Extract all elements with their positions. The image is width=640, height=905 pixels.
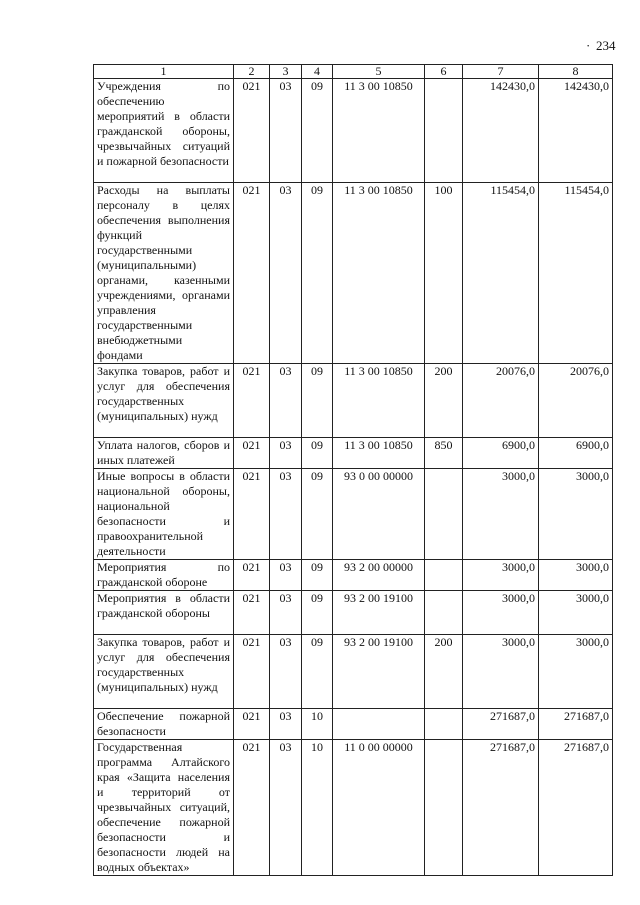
row-subsection: 10 <box>302 740 333 876</box>
row-ministry-code: 021 <box>234 635 270 709</box>
row-subsection: 09 <box>302 438 333 469</box>
row-section: 03 <box>270 469 302 560</box>
table-row <box>94 469 613 560</box>
row-name: Расходы на выплаты персоналу в целях обеспечения выполнения функций государственными (муниципальными) органами, казенными учреждениями, органами управления государственными внебюджетными фондами <box>94 183 234 364</box>
row-section: 03 <box>270 709 302 740</box>
row-target-article <box>333 709 425 740</box>
row-amount-1: 6900,0 <box>463 438 539 469</box>
row-amount-2: 3000,0 <box>539 591 613 635</box>
row-subsection: 09 <box>302 635 333 709</box>
row-subsection: 09 <box>302 183 333 364</box>
row-amount-2: 271687,0 <box>539 740 613 876</box>
row-amount-1: 271687,0 <box>463 709 539 740</box>
header-col-7: 7 <box>463 65 539 79</box>
row-amount-1: 3000,0 <box>463 560 539 591</box>
row-ministry-code: 021 <box>234 79 270 183</box>
row-expense-type <box>425 709 463 740</box>
row-subsection: 09 <box>302 591 333 635</box>
row-expense-type <box>425 469 463 560</box>
row-amount-2: 6900,0 <box>539 438 613 469</box>
row-expense-type <box>425 79 463 183</box>
row-target-article: 93 2 00 00000 <box>333 560 425 591</box>
table-row <box>94 560 613 591</box>
row-amount-1: 3000,0 <box>463 635 539 709</box>
row-target-article: 11 0 00 00000 <box>333 740 425 876</box>
row-amount-1: 3000,0 <box>463 591 539 635</box>
row-section: 03 <box>270 183 302 364</box>
row-target-article: 93 0 00 00000 <box>333 469 425 560</box>
row-amount-2: 271687,0 <box>539 709 613 740</box>
row-name: Закупка товаров, работ и услуг для обеспечения государственных (муниципальных) нужд <box>94 635 234 709</box>
row-ministry-code: 021 <box>234 438 270 469</box>
table-row <box>94 709 613 740</box>
table-row <box>94 364 613 438</box>
row-ministry-code: 021 <box>234 364 270 438</box>
row-expense-type: 850 <box>425 438 463 469</box>
header-col-1: 1 <box>94 65 234 79</box>
row-amount-2: 3000,0 <box>539 635 613 709</box>
table-row <box>94 740 613 876</box>
row-name: Обеспечение пожарной безопасности <box>94 709 234 740</box>
header-col-8: 8 <box>539 65 613 79</box>
row-section: 03 <box>270 591 302 635</box>
row-ministry-code: 021 <box>234 591 270 635</box>
row-target-article: 93 2 00 19100 <box>333 591 425 635</box>
row-expense-type <box>425 740 463 876</box>
row-expense-type: 200 <box>425 635 463 709</box>
row-ministry-code: 021 <box>234 469 270 560</box>
page-number: 234 <box>596 38 616 53</box>
row-name: Мероприятия в области гражданской обороны <box>94 591 234 635</box>
row-name: Закупка товаров, работ и услуг для обеспечения государственных (муниципальных) нужд <box>94 364 234 438</box>
header-col-2: 2 <box>234 65 270 79</box>
row-amount-2: 142430,0 <box>539 79 613 183</box>
row-section: 03 <box>270 79 302 183</box>
row-name: Учреждения по обеспечению мероприятий в области гражданской обороны, чрезвычайных ситуаций и пожарной безопасности <box>94 79 234 183</box>
header-col-4: 4 <box>302 65 333 79</box>
row-subsection: 09 <box>302 364 333 438</box>
row-name: Мероприятия по гражданской обороне <box>94 560 234 591</box>
row-target-article: 11 3 00 10850 <box>333 438 425 469</box>
table-row <box>94 438 613 469</box>
row-subsection: 10 <box>302 709 333 740</box>
table-row <box>94 635 613 709</box>
table-header-row <box>94 65 613 79</box>
row-target-article: 11 3 00 10850 <box>333 79 425 183</box>
header-col-5: 5 <box>333 65 425 79</box>
row-amount-2: 20076,0 <box>539 364 613 438</box>
row-ministry-code: 021 <box>234 183 270 364</box>
row-amount-1: 20076,0 <box>463 364 539 438</box>
row-section: 03 <box>270 364 302 438</box>
row-target-article: 93 2 00 19100 <box>333 635 425 709</box>
row-amount-1: 271687,0 <box>463 740 539 876</box>
row-amount-2: 3000,0 <box>539 560 613 591</box>
row-ministry-code: 021 <box>234 709 270 740</box>
row-name: Государственная программа Алтайского края «Защита населения и территорий от чрезвычайных ситуаций, обеспечение пожарной безопасности и безопасности людей на водных объектах» <box>94 740 234 876</box>
row-section: 03 <box>270 635 302 709</box>
row-subsection: 09 <box>302 79 333 183</box>
header-col-3: 3 <box>270 65 302 79</box>
page-number-dot: · <box>586 38 591 53</box>
row-subsection: 09 <box>302 560 333 591</box>
table-row <box>94 79 613 183</box>
row-name: Уплата налогов, сборов и иных платежей <box>94 438 234 469</box>
header-col-6: 6 <box>425 65 463 79</box>
row-expense-type: 200 <box>425 364 463 438</box>
table-row <box>94 183 613 364</box>
row-name: Иные вопросы в области национальной обороны, национальной безопасности и правоохранительной деятельности <box>94 469 234 560</box>
row-amount-1: 115454,0 <box>463 183 539 364</box>
row-section: 03 <box>270 740 302 876</box>
row-expense-type <box>425 560 463 591</box>
row-ministry-code: 021 <box>234 740 270 876</box>
row-expense-type <box>425 591 463 635</box>
row-subsection: 09 <box>302 469 333 560</box>
row-amount-2: 115454,0 <box>539 183 613 364</box>
table-row <box>94 591 613 635</box>
row-amount-1: 3000,0 <box>463 469 539 560</box>
row-expense-type: 100 <box>425 183 463 364</box>
row-amount-2: 3000,0 <box>539 469 613 560</box>
row-section: 03 <box>270 438 302 469</box>
row-target-article: 11 3 00 10850 <box>333 183 425 364</box>
budget-table <box>93 64 613 876</box>
row-target-article: 11 3 00 10850 <box>333 364 425 438</box>
row-section: 03 <box>270 560 302 591</box>
row-amount-1: 142430,0 <box>463 79 539 183</box>
row-ministry-code: 021 <box>234 560 270 591</box>
